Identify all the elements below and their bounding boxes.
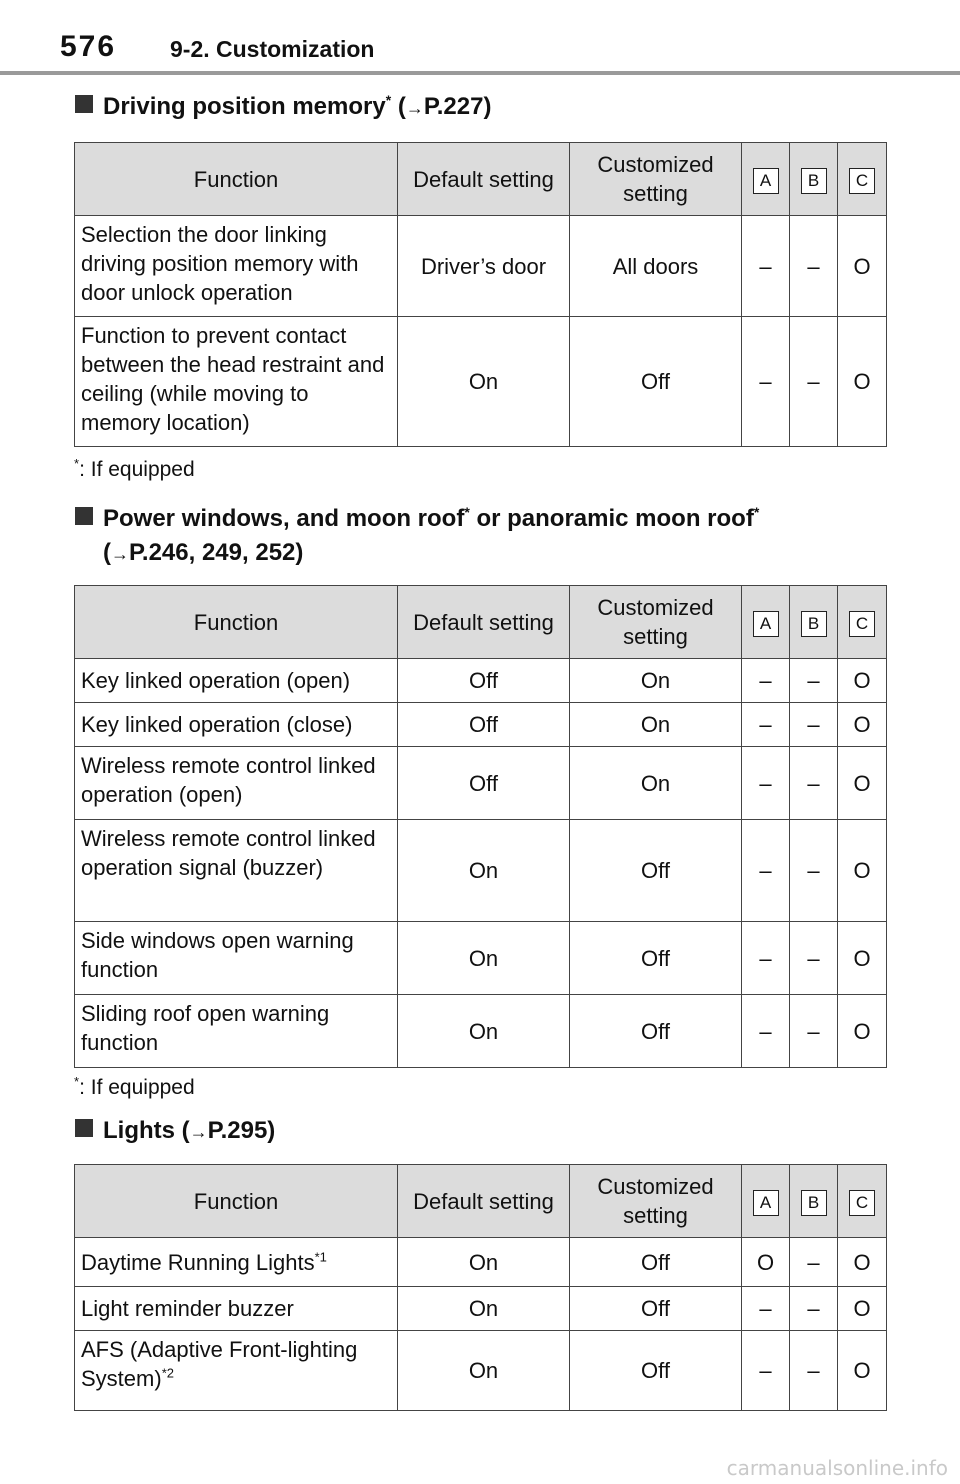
table-row: Key linked operation (open) Off On – – O — [75, 659, 887, 703]
table-row: Light reminder buzzer On Off – – O — [75, 1287, 887, 1331]
square-bullet-icon — [75, 95, 93, 113]
footnote: *: If equipped — [74, 456, 195, 481]
table-row: Daytime Running Lights$^{*1}$ On Off O – O — [75, 1238, 887, 1287]
column-default: Default setting — [398, 143, 570, 216]
table-row: Selection the door linking driving position memory with door unlock operation Driver’s door All doors – – O — [75, 216, 887, 317]
column-customized: Customized setting — [570, 143, 742, 216]
table-header-row — [75, 143, 887, 216]
column-a: A — [742, 586, 790, 659]
arrow-right-icon: → — [405, 98, 424, 118]
section-title-lights: Lights (→P.295) — [75, 1114, 275, 1149]
table-row: Sliding roof open warning function On Off – – O — [75, 995, 887, 1068]
table-row: Side windows open warning function On Off – – O — [75, 922, 887, 995]
column-a: A — [742, 1165, 790, 1238]
column-default: Default setting — [398, 586, 570, 659]
table-row: Function to prevent contact between the head restraint and ceiling (while moving to memory location) On Off – – O — [75, 317, 887, 447]
column-b: B — [790, 1165, 838, 1238]
column-function: Function — [75, 143, 398, 216]
chapter-title: 9-2. Customization — [170, 36, 375, 62]
table-header-row — [75, 586, 887, 659]
header-rule — [0, 71, 960, 75]
column-a: A — [742, 143, 790, 216]
table-lights — [74, 1164, 887, 1411]
table-row: Wireless remote control linked operation signal (buzzer) On Off – – O — [75, 820, 887, 922]
table-power-windows — [74, 585, 887, 1068]
section-title-driving-position: Driving position memory* (→P.227) — [75, 90, 491, 125]
column-customized: Customized setting — [570, 586, 742, 659]
column-default: Default setting — [398, 1165, 570, 1238]
arrow-right-icon: → — [111, 544, 129, 564]
section-title-power-windows: Power windows, and moon roof* or panoramic moon roof* (→P.246, 249, 252) — [75, 502, 759, 571]
column-c: C — [838, 586, 887, 659]
table-row: Wireless remote control linked operation (open) Off On – – O — [75, 747, 887, 820]
table-row: AFS (Adaptive Front-lighting System)$^{*2}$ On Off – – O — [75, 1331, 887, 1411]
column-function: Function — [75, 1165, 398, 1238]
arrow-right-icon: → — [189, 1122, 208, 1142]
column-b: B — [790, 586, 838, 659]
table-header-row — [75, 1165, 887, 1238]
square-bullet-icon — [75, 1119, 93, 1137]
watermark: carmanualsonline.info — [726, 1456, 948, 1480]
table-driving-position — [74, 142, 887, 447]
column-function: Function — [75, 586, 398, 659]
column-customized: Customized setting — [570, 1165, 742, 1238]
square-bullet-icon — [75, 507, 93, 525]
table-row: Key linked operation (close) Off On – – O — [75, 703, 887, 747]
footnote: *: If equipped — [74, 1074, 195, 1099]
column-c: C — [838, 1165, 887, 1238]
page-header — [0, 0, 960, 76]
column-c: C — [838, 143, 887, 216]
column-b: B — [790, 143, 838, 216]
page-number: 576 — [60, 30, 117, 63]
